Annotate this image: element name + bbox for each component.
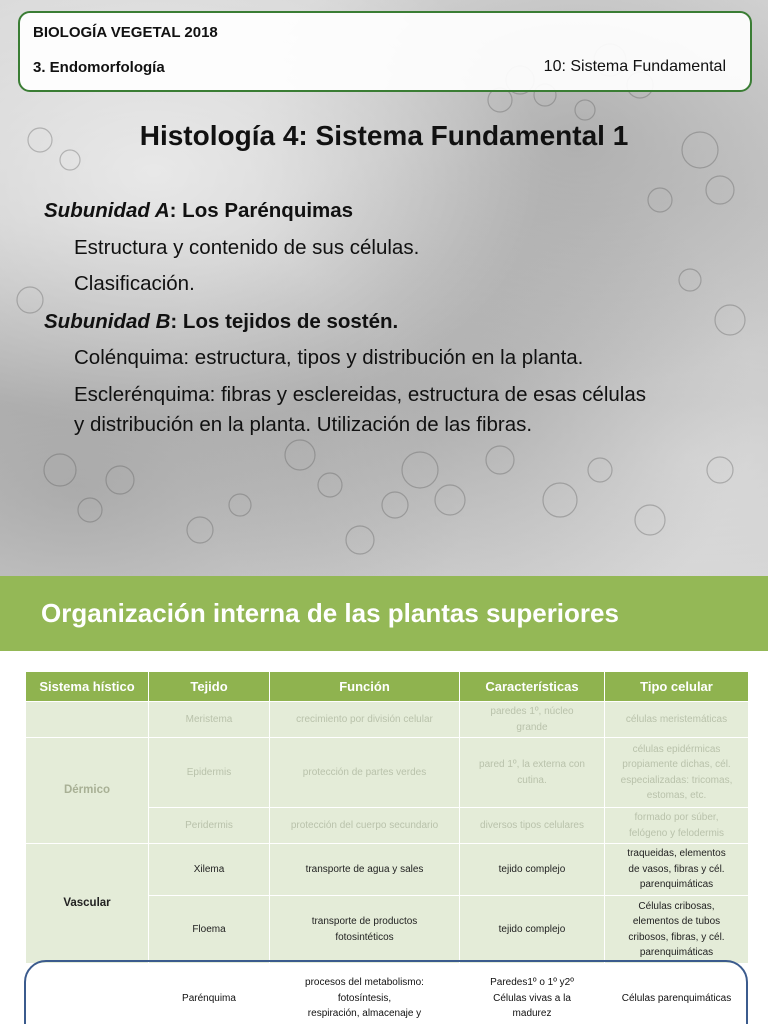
topic-title: 10: Sistema Fundamental — [543, 58, 726, 75]
table-cell: formado por súber, felógeno y felodermis — [605, 808, 749, 844]
table-cell: Floema — [149, 896, 270, 964]
tissue-table — [25, 671, 749, 1024]
slide-title: Histología 4: Sistema Fundamental 1 — [139, 120, 629, 151]
column-header: Características — [460, 672, 605, 702]
table-cell: Xilema — [149, 844, 270, 896]
table-row — [26, 844, 749, 896]
table-cell: traqueidas, elementos de vasos, fibras y cél. parenquimáticas — [605, 844, 749, 896]
table-cell: tejido complejo — [460, 844, 605, 896]
slide-organization — [0, 576, 768, 1024]
table-cell: pared 1º, la externa con cutina. — [460, 738, 605, 808]
table-row — [26, 964, 749, 1024]
table-cell: Células cribosas, elementos de tubos cribosos, fibras, y cél. parenquimáticas — [605, 896, 749, 964]
table-cell — [26, 964, 149, 1024]
subunit-a-title: : Los Parénquimas — [169, 199, 354, 222]
subunit-a-heading — [44, 199, 353, 223]
table-cell: protección del cuerpo secundario — [270, 808, 460, 844]
column-header: Tipo celular — [605, 672, 749, 702]
subunit-b-item: y distribución en la planta. Utilización de las fibras. — [74, 413, 533, 436]
table-row — [26, 702, 749, 738]
table-cell: Peridermis — [149, 808, 270, 844]
table-cell: Meristema — [149, 702, 270, 738]
table-header-row — [26, 672, 749, 702]
header-box — [18, 11, 752, 92]
table-cell: Células parenquimáticas — [605, 964, 749, 1024]
subunit-a-item: Estructura y contenido de sus células. — [74, 236, 420, 259]
subunit-a-label: Subunidad A — [44, 199, 170, 222]
course-title: BIOLOGÍA VEGETAL 2018 — [33, 24, 218, 41]
subunit-b-item: Esclerénquima: fibras y esclereidas, estructura de esas células — [74, 383, 646, 406]
subunit-b-item: Colénquima: estructura, tipos y distribución en la planta. — [74, 346, 584, 369]
table-cell: transporte de agua y sales — [270, 844, 460, 896]
table-cell: células meristemáticas — [605, 702, 749, 738]
table-cell: Parénquima — [149, 964, 270, 1024]
table-cell: transporte de productos fotosintéticos — [270, 896, 460, 964]
slide-title: Organización interna de las plantas superiores — [41, 598, 619, 628]
title-banner — [0, 576, 768, 651]
table-cell: protección de partes verdes — [270, 738, 460, 808]
subunit-b-label: Subunidad B — [44, 310, 171, 333]
table-cell: Paredes1º o 1º y2º Células vivas a la madurez — [460, 964, 605, 1024]
table-cell: Epidermis — [149, 738, 270, 808]
table-cell: paredes 1º, núcleo grande — [460, 702, 605, 738]
table-cell: tejido complejo — [460, 896, 605, 964]
table-cell: células epidérmicas propiamente dichas, cél. especializadas: tricomas, estomas, etc. — [605, 738, 749, 808]
table-row — [26, 738, 749, 808]
table-cell-system: Dérmico — [26, 738, 149, 844]
table-cell-system: Vascular — [26, 844, 149, 964]
column-header: Sistema hístico — [26, 672, 149, 702]
column-header: Tejido — [149, 672, 270, 702]
subunit-b-heading — [44, 310, 398, 334]
table-cell: procesos del metabolismo: fotosíntesis, respiración, almacenaje y — [270, 964, 460, 1024]
subunit-a-item: Clasificación. — [74, 272, 195, 295]
column-header: Función — [270, 672, 460, 702]
table-cell — [26, 702, 149, 738]
table-cell: crecimiento por división celular — [270, 702, 460, 738]
table-cell: diversos tipos celulares — [460, 808, 605, 844]
subunit-b-title: : Los tejidos de sostén. — [170, 310, 399, 333]
unit-title: 3. Endomorfología — [33, 59, 165, 76]
